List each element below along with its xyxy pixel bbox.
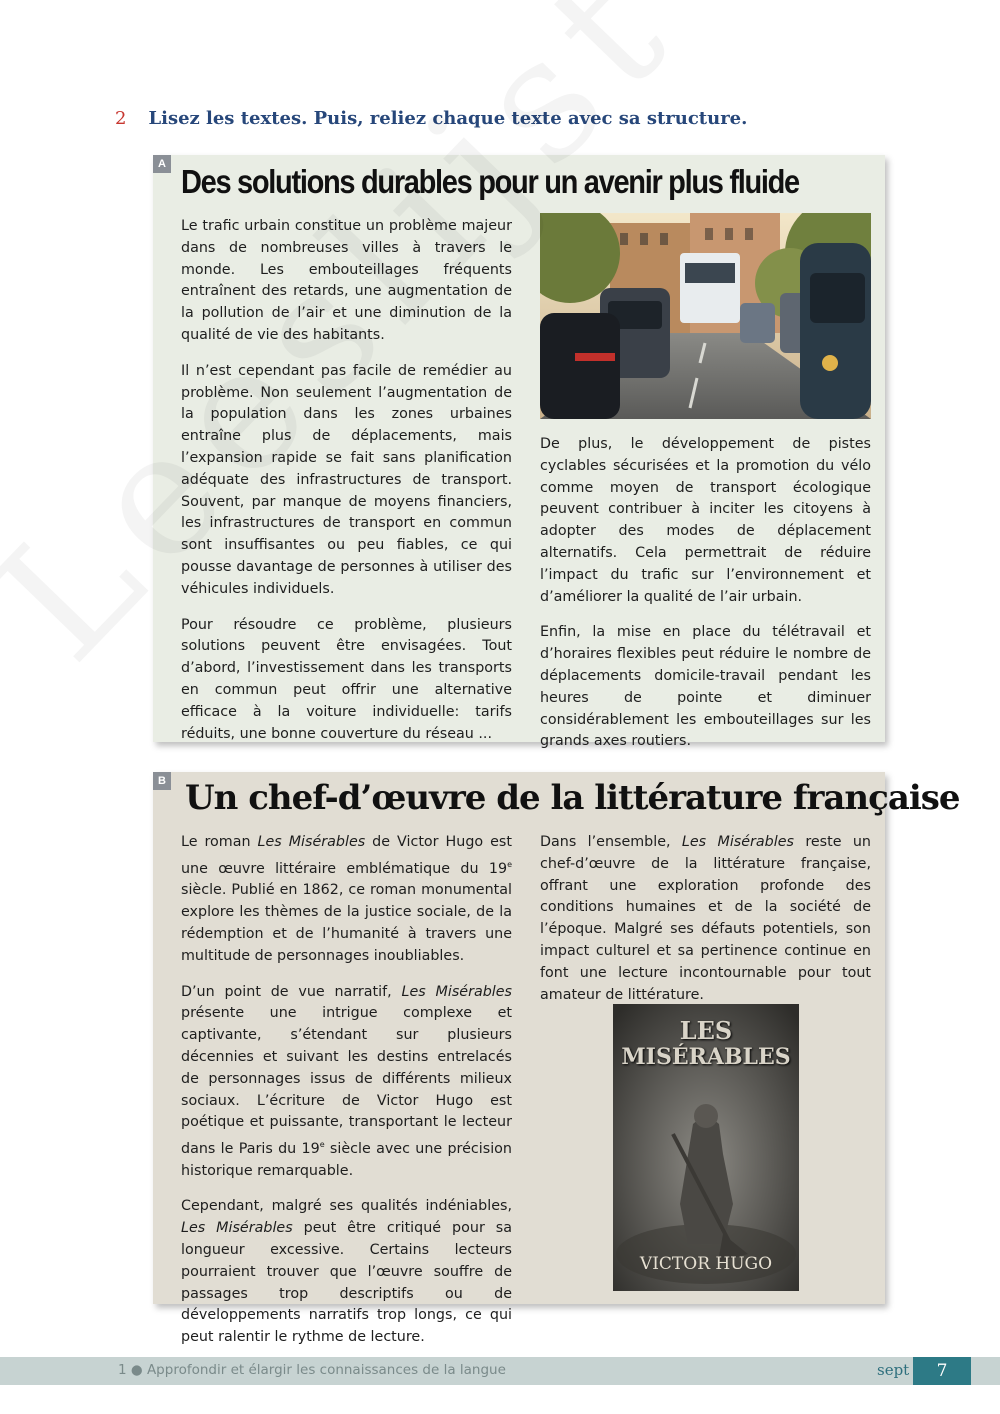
text-b-letter: B	[153, 772, 171, 790]
text-b-card	[153, 772, 960, 1346]
instruction-text: Lisez les textes. Puis, reliez chaque texte avec sa structure.	[148, 108, 748, 129]
cover-author: VICTOR HUGO	[639, 1254, 773, 1274]
text-b-paragraph: Dans l’ensemble, Les Misérables reste un chef-d’œuvre de la littérature française, offrant une exploration profonde des conditions humaines et de la société de l’époque. Malgré ses défauts potentiels, son impact culturel et sa pertinence continue en font une lecture incontournable pour tout amateur de littérature.	[540, 834, 871, 1003]
text-b-paragraph: Le roman Les Misérables de Victor Hugo est une œuvre littéraire emblématique du 19e siècle. Publié en 1862, ce roman monumental explore les thèmes de la justice sociale, de la rédemption et de l’humanité à travers une multitude de personnages inoubliables.	[181, 834, 512, 964]
text-a-letter: A	[153, 155, 171, 173]
chapter-title: 1 ● Approfondir et élargir les connaissances de la langue	[118, 1362, 506, 1378]
text-b-left-column	[181, 832, 512, 1363]
cover-title-line1: LES	[679, 1016, 733, 1045]
text-a-paragraph: De plus, le développement de pistes cyclables sécurisées et la promotion du vélo comme moyen de transport écologique peuvent contribuer à inciter les citoyens à adopter des modes de déplacement alternatifs. Cela permettrait de réduire l’impact du trafic sur l’environnement et d’améliorer la qualité de l’air urbain.	[540, 436, 871, 605]
text-b-right-column	[540, 832, 871, 1020]
page-number-word: sept	[877, 1361, 910, 1379]
page-footer	[0, 1357, 1000, 1385]
traffic-jam-photo	[540, 213, 871, 419]
exercise-number: 2	[115, 108, 127, 129]
text-a-paragraph: Il n’est cependant pas facile de remédier au problème. Non seulement l’augmentation de la population dans les zones urbaines entraîne plus de déplacements, mais l’expansion rapide se fait sans planification adéquate des infrastructures de transport. Souvent, par manque de moyens financiers, les infrastructures de transport en commun sont insuffisantes ou peu fiables, ce qui pousse davantage de personnes à utiliser des véhicules individuels.	[181, 362, 512, 597]
text-a-paragraph: Le trafic urbain constitue un problème majeur dans de nombreuses villes à travers le monde. Les embouteillages fréquents entraînent des retards, une augmentation de la pollution de l’air et une diminution de la qualité de vie des habitants.	[181, 218, 512, 343]
text-a-title: Des solutions durables pour un avenir plus fluide	[181, 163, 799, 200]
text-b-paragraph: D’un point de vue narratif, Les Misérables présente une intrigue complexe et captivante, s’étendant sur plusieurs décennies et suivant les destins entrelacés de personnages issus de différents milieux sociaux. L’écriture de Victor Hugo est poétique et puissante, transportant le lecteur dans le Paris du 19e siècle avec une précision historique remarquable.	[181, 983, 512, 1179]
text-a-card	[153, 155, 885, 750]
exercise-instruction	[115, 108, 747, 129]
text-b-title: Un chef-d’œuvre de la littérature française	[185, 778, 960, 818]
les-miserables-book-cover	[613, 1004, 799, 1291]
cover-title-line2: MISÉRABLES	[621, 1044, 791, 1070]
text-a-left-column	[181, 216, 512, 759]
page-number: 7	[913, 1357, 971, 1385]
text-a-right-column	[540, 434, 871, 767]
text-a-paragraph: Pour résoudre ce problème, plusieurs solutions peuvent être envisagées. Tout d’abord, l’investissement dans les transports en commun peut offrir une alternative efficace à la voiture individuelle: tarifs réduits, une bonne couverture du réseau ...	[181, 616, 512, 742]
text-a-paragraph: Enfin, la mise en place du télétravail et d’horaires flexibles peut réduire le nombre de déplacements domicile-travail pendant les heures de pointe et diminuer considérablement les embouteillages sur les grands axes routiers.	[540, 624, 871, 750]
text-b-paragraph: Cependant, malgré ses qualités indéniables, Les Misérables peut être critiqué pour sa longueur excessive. Certains lecteurs pourraient trouver que l’œuvre souffre de passages trop descriptifs ou de développements narratifs trop longs, ce qui peut ralentir le rythme de lecture.	[181, 1198, 512, 1346]
